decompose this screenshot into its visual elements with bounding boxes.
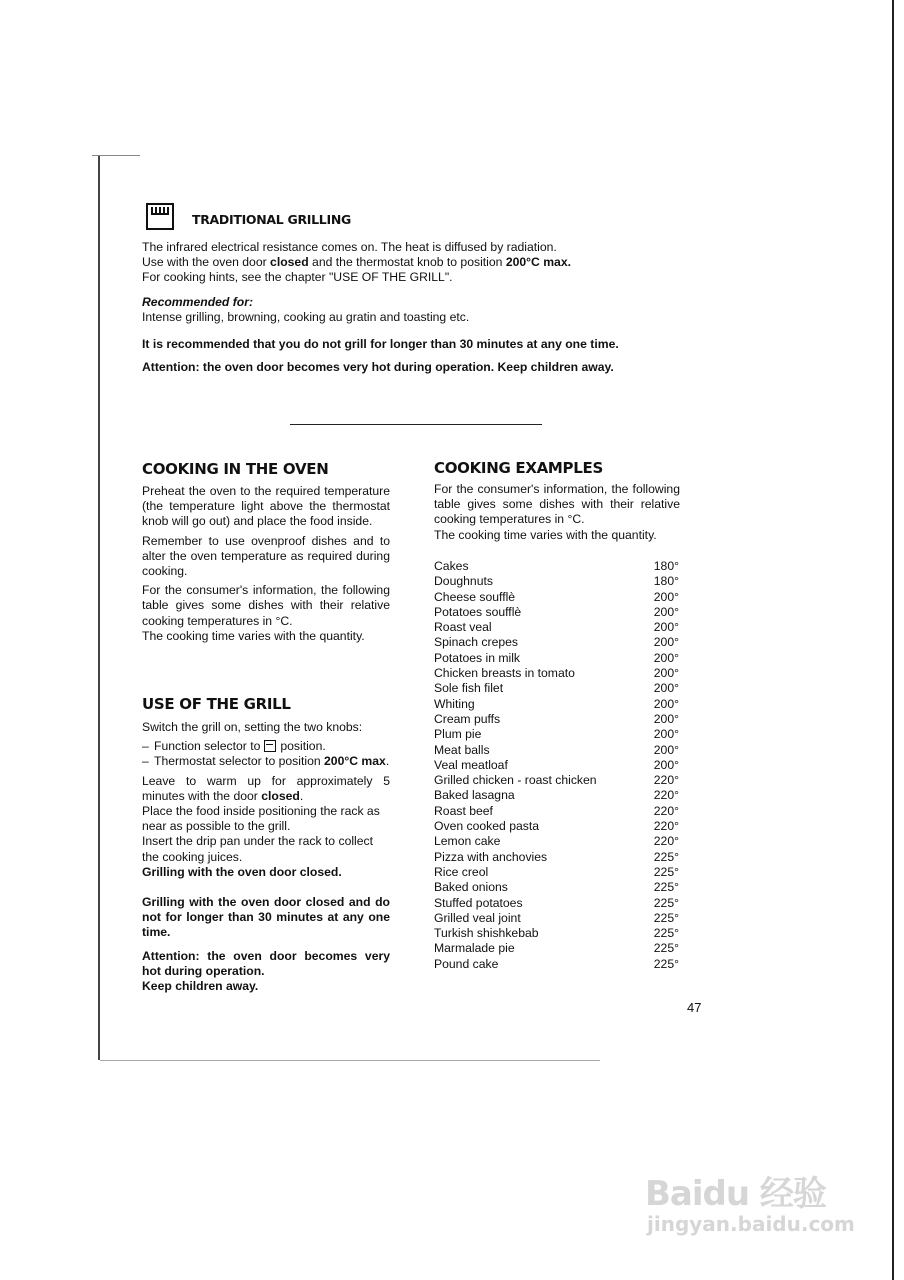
dish-temperature: 200° xyxy=(653,696,679,711)
section-divider xyxy=(290,424,542,425)
table-row xyxy=(434,651,679,666)
dish-name: Plum pie xyxy=(434,727,482,742)
grilling-warning-1: It is recommended that you do not grill for longer than 30 minutes at any one time. xyxy=(142,337,619,352)
grill-paragraph-6-line-2: Keep children away. xyxy=(142,979,259,994)
dish-name: Baked onions xyxy=(434,880,508,895)
dish-temperature: 220° xyxy=(653,773,679,788)
dish-name: Doughnuts xyxy=(434,574,493,589)
grilling-line-2: Use with the oven door closed and the thermostat knob to position 200°C max. xyxy=(142,255,572,270)
table-row xyxy=(434,605,679,620)
dish-temperature: 220° xyxy=(653,788,679,803)
grill-knob-item-1: – Function selector to position. xyxy=(142,739,390,754)
table-row xyxy=(434,712,679,727)
dish-name: Marmalade pie xyxy=(434,941,515,956)
cooking-in-oven-text xyxy=(142,484,390,644)
table-row xyxy=(434,727,679,742)
table-row xyxy=(434,865,679,880)
dish-temperature: 225° xyxy=(653,910,679,925)
dish-temperature: 225° xyxy=(653,941,679,956)
dish-name: Potatoes soufflè xyxy=(434,604,522,619)
page-number: 47 xyxy=(687,1000,702,1015)
table-row xyxy=(434,758,679,773)
scan-right-border xyxy=(892,0,894,1280)
dish-name: Grilled veal joint xyxy=(434,910,521,925)
dish-name: Baked lasagna xyxy=(434,788,515,803)
dish-temperature: 225° xyxy=(653,926,679,941)
table-row xyxy=(434,804,679,819)
table-row xyxy=(434,743,679,758)
grill-paragraph-6-line-1: Attention: the oven door becomes very hot during operation. xyxy=(142,948,390,978)
grilling-line-3: For cooking hints, see the chapter "USE OF THE GRILL". xyxy=(142,270,453,285)
dish-name: Chicken breasts in tomato xyxy=(434,666,575,681)
dish-name: Turkish shishkebab xyxy=(434,926,539,941)
table-row xyxy=(434,834,679,849)
table-row xyxy=(434,896,679,911)
dish-name: Lemon cake xyxy=(434,834,501,849)
grill-paragraph-4: Grilling with the oven door closed. xyxy=(142,864,342,879)
grilling-line-1: The infrared electrical resistance comes on. The heat is diffused by radiation. xyxy=(142,240,557,254)
dish-name: Grilled chicken - roast chicken xyxy=(434,773,597,788)
dish-temperature: 225° xyxy=(653,895,679,910)
use-of-grill-title: USE OF THE GRILL xyxy=(142,695,291,713)
use-of-grill-text xyxy=(142,720,390,994)
cooking-examples-text xyxy=(434,482,680,543)
dish-temperature: 180° xyxy=(653,559,679,573)
dish-temperature: 220° xyxy=(653,819,679,834)
dish-name: Potatoes in milk xyxy=(434,650,521,665)
dish-temperature: 200° xyxy=(653,757,679,772)
cooking-examples-table xyxy=(434,559,679,972)
table-row xyxy=(434,819,679,834)
grill-intro: Switch the grill on, setting the two knobs: xyxy=(142,720,363,734)
scan-left-border xyxy=(98,155,100,1060)
dish-name: Spinach crepes xyxy=(434,635,519,650)
examples-paragraph-2: The cooking time varies with the quantity. xyxy=(434,527,657,542)
watermark-brand: Baidu 经验 xyxy=(645,1174,826,1214)
grill-function-small-icon xyxy=(264,740,276,752)
dish-name: Rice creol xyxy=(434,864,489,879)
grilling-warning-2: Attention: the oven door becomes very hot during operation. Keep children away. xyxy=(142,360,614,375)
recommended-text: Intense grilling, browning, cooking au gratin and toasting etc. xyxy=(142,309,470,324)
oven-paragraph-1: Preheat the oven to the required temperature (the temperature light above the thermostat knob will go out) and place the food inside. xyxy=(142,484,390,529)
dish-name: Cream puffs xyxy=(434,711,501,726)
dish-temperature: 200° xyxy=(653,635,679,650)
grill-paragraph-5: Grilling with the oven door closed and do not for longer than 30 minutes at any one time. xyxy=(142,895,390,940)
dish-name: Cakes xyxy=(434,559,469,573)
grill-paragraph-3: Insert the drip pan under the rack to collect the cooking juices. xyxy=(142,834,374,864)
dish-temperature: 200° xyxy=(653,589,679,604)
dish-name: Oven cooked pasta xyxy=(434,819,540,834)
cooking-examples-title: COOKING EXAMPLES xyxy=(434,459,603,477)
table-row xyxy=(434,666,679,681)
grill-function-icon xyxy=(146,203,174,230)
table-row xyxy=(434,590,679,605)
dish-temperature: 200° xyxy=(653,650,679,665)
dish-name: Roast veal xyxy=(434,620,492,635)
dish-temperature: 225° xyxy=(653,849,679,864)
table-row xyxy=(434,574,679,589)
table-row xyxy=(434,957,679,972)
dish-temperature: 220° xyxy=(653,834,679,849)
table-row xyxy=(434,620,679,635)
dish-name: Stuffed potatoes xyxy=(434,895,523,910)
table-row xyxy=(434,697,679,712)
dish-temperature: 200° xyxy=(653,681,679,696)
table-row xyxy=(434,941,679,956)
dish-temperature: 225° xyxy=(653,864,679,879)
grill-paragraph-1: Leave to warm up for approximately 5 minutes with the door closed. xyxy=(142,773,390,803)
dish-temperature: 200° xyxy=(653,711,679,726)
table-row xyxy=(434,635,679,650)
grill-knob-item-2: – Thermostat selector to position 200°C max. xyxy=(142,754,390,769)
table-row xyxy=(434,850,679,865)
grill-paragraph-2: Place the food inside positioning the rack as near as possible to the grill. xyxy=(142,804,380,834)
traditional-grilling-text xyxy=(142,240,702,375)
dish-name: Pound cake xyxy=(434,956,499,971)
dish-temperature: 180° xyxy=(653,574,679,589)
scan-top-line xyxy=(92,155,140,156)
dish-temperature: 200° xyxy=(653,620,679,635)
table-row xyxy=(434,788,679,803)
cooking-in-oven-title: COOKING IN THE OVEN xyxy=(142,460,329,478)
oven-paragraph-3: For the consumer's information, the following table gives some dishes with their relative cooking temperatures in °C. xyxy=(142,583,390,628)
dish-temperature: 200° xyxy=(653,666,679,681)
dish-name: Roast beef xyxy=(434,803,493,818)
dish-name: Meat balls xyxy=(434,742,490,757)
table-row xyxy=(434,911,679,926)
dish-temperature: 220° xyxy=(653,803,679,818)
dish-temperature: 225° xyxy=(653,880,679,895)
dish-temperature: 200° xyxy=(653,742,679,757)
traditional-grilling-title: TRADITIONAL GRILLING xyxy=(192,212,351,227)
scan-bottom-line xyxy=(100,1060,600,1061)
table-row xyxy=(434,880,679,895)
dish-name: Veal meatloaf xyxy=(434,757,508,772)
dish-name: Sole fish filet xyxy=(434,681,504,696)
dish-name: Pizza with anchovies xyxy=(434,849,548,864)
dish-temperature: 225° xyxy=(653,956,679,971)
watermark-url: jingyan.baidu.com xyxy=(647,1212,855,1236)
examples-paragraph-1: For the consumer's information, the following table gives some dishes with their relative cooking temperatures in °C. xyxy=(434,482,680,527)
oven-paragraph-4: The cooking time varies with the quantity. xyxy=(142,628,365,643)
dish-name: Cheese soufflè xyxy=(434,589,516,604)
grill-knob-list xyxy=(142,739,390,769)
dish-name: Whiting xyxy=(434,696,475,711)
oven-paragraph-2: Remember to use ovenproof dishes and to alter the oven temperature as required during cooking. xyxy=(142,533,390,579)
dish-temperature: 200° xyxy=(653,727,679,742)
table-row xyxy=(434,559,679,574)
table-row xyxy=(434,773,679,788)
table-row xyxy=(434,926,679,941)
dish-temperature: 200° xyxy=(653,604,679,619)
recommended-label: Recommended for: xyxy=(142,294,254,309)
table-row xyxy=(434,681,679,696)
